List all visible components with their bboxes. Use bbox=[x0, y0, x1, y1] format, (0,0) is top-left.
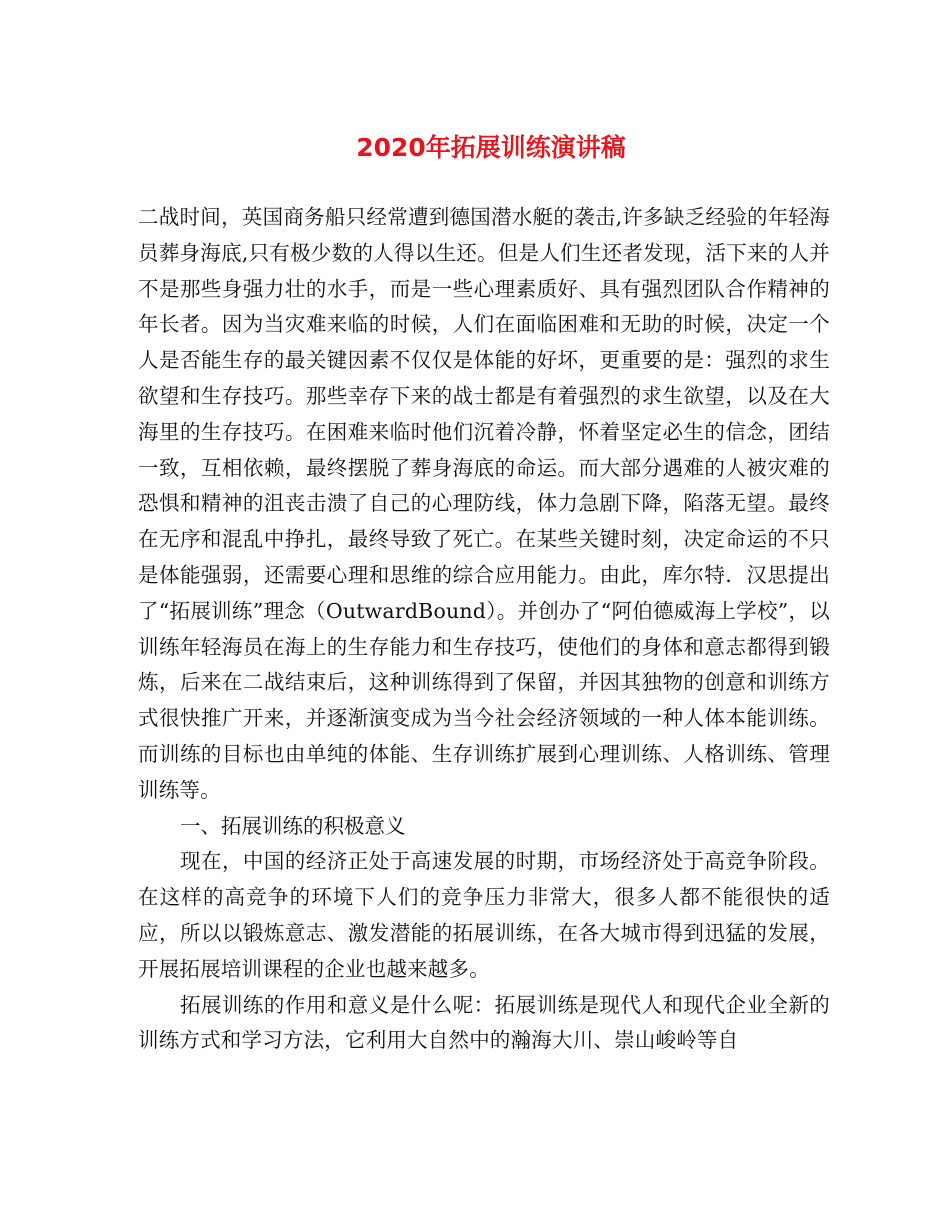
paragraph-intro: 二战时间，英国商务船只经常遭到德国潜水艇的袭击,许多缺乏经验的年轻海员葬身海底,只有极少数的人得以生还。但是人们生还者发现，活下来的人并不是那些身强力壮的水手，而是一些心理素质好、具有强烈团队合作精神的年长者。因为当灾难来临的时候，人们在面临困难和无助的时候，决定一个人是否能生存的最关键因素不仅仅是体能的好坏，更重要的是：强烈的求生欲望和生存技巧。那些幸存下来的战士都是有着强烈的求生欲望，以及在大海里的生存技巧。在困难来临时他们沉着冷静，怀着坚定必生的信念，团结一致，互相依赖，最终摆脱了葬身海底的命运。而大部分遇难的人被灾难的恐惧和精神的沮丧击溃了自己的心理防线，体力急剧下降，陷落无望。最终在无序和混乱中挣扎，最终导致了死亡。在某些关键时刻，决定命运的不只是体能强弱，还需要心理和思维的综合应用能力。由此，库尔特．汉思提出了“拓展训练”理念（OutwardBound）。并创办了“阿伯德威海上学校”，以训练年轻海员在海上的生存能力和生存技巧，使他们的身体和意志都得到锻炼，后来在二战结束后，这种训练得到了保留，并因其独物的创意和训练方式很快推广开来，并逐渐演变成为当今社会经济领域的一种人体本能训练。而训练的目标也由单纯的体能、生存训练扩展到心理训练、人格训练、管理训练等。 bbox=[138, 205, 830, 802]
document-title: 2020年拓展训练演讲稿 bbox=[356, 133, 626, 162]
paragraph-meaning: 拓展训练的作用和意义是什么呢：拓展训练是现代人和现代企业全新的训练方式和学习方法，它利用大自然中的瀚海大川、崇山峻岭等自 bbox=[138, 992, 830, 1053]
paragraph-economy: 现在，中国的经济正处于高速发展的时期，市场经济处于高竞争阶段。在这样的高竞争的环境下人们的竞争压力非常大，很多人都不能很快的适应，所以以锻炼意志、激发潜能的拓展训练，在各大城市得到迅猛的发展，开展拓展培训课程的企业也越来越多。 bbox=[138, 849, 830, 981]
section-heading: 一、拓展训练的积极意义 bbox=[180, 813, 406, 838]
